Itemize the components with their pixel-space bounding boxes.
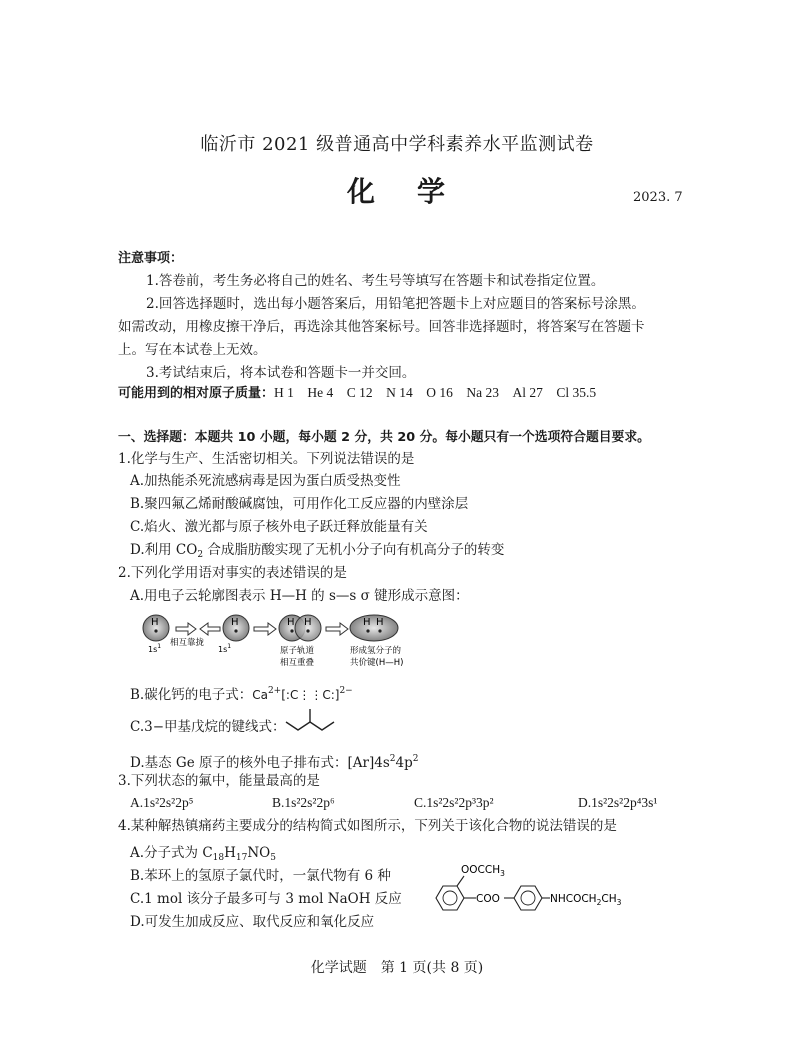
section-1-heading: 一、选择题：本题共 10 小题，每小题 2 分，共 20 分。每小题只有一个选项符合题目要求。: [118, 430, 650, 445]
q4-option-a-sub-1: 18: [212, 853, 225, 863]
q4-option-b: B.苯环上的氢原子氯代时，一氯代物有 6 种: [130, 868, 391, 884]
note-item-3: 3.考试结束后，将本试卷和答题卡一并交回。: [146, 365, 416, 381]
q1-option-b: B.聚四氟乙烯耐酸碱腐蚀，可用作化工反应器的内壁涂层: [130, 496, 469, 512]
atomic-mass-label: 可能用到的相对原子质量：: [118, 386, 275, 401]
approach-caption: 相互靠拢: [170, 638, 205, 648]
exam-date: 2023. 7: [633, 190, 683, 205]
amide-group: $NHCOCH_2CH_3$: [550, 893, 622, 907]
q4-option-a-sub-2: 17: [235, 853, 248, 863]
q2-option-c: C.3−甲基戊烷的键线式：: [130, 719, 286, 735]
arrow-left-icon: [200, 623, 220, 635]
3-methylpentane-skeletal-formula: [284, 706, 340, 736]
acetoxy-group: $OOCCH_3$: [461, 864, 505, 878]
atomic-mass-values: H 1 He 4 C 12 N 14 O 16 Na 23 Al 27 Cl 35.5: [274, 385, 597, 400]
q2-option-a: A.用电子云轮廓图表示 H—H 的 s—s σ 键形成示意图：: [130, 588, 469, 604]
atom-label-1: H: [151, 617, 159, 628]
q1-stem: 1.化学与生产、生活密切相关。下列说法错误的是: [118, 451, 415, 467]
arrow-right-icon: [326, 623, 348, 635]
q2-stem: 2.下列化学用语对事实的表述错误的是: [118, 565, 347, 581]
arrow-right-icon: [254, 623, 276, 635]
atom-label-3: H: [287, 617, 295, 628]
orbital-label-2: $1s^1$: [218, 643, 232, 654]
note-item-2-line-1: 2.回答选择题时，选出每小题答案后，用铅笔把答题卡上对应题目的答案标号涂黑。: [146, 296, 645, 312]
q3-option-d: D.1s²2s²2p⁴3s¹: [578, 795, 658, 810]
q2-option-d-sup-1: 2: [389, 754, 396, 764]
drug-structural-formula: [428, 856, 658, 916]
q4-option-c: C.1 mol 该分子最多可与 3 mol NaOH 反应: [130, 891, 402, 907]
h2-molecule-orbital: [350, 615, 398, 641]
bond-caption-line-1: 形成氢分子的: [350, 646, 402, 656]
q1-option-a: A.加热能杀死流感病毒是因为蛋白质受热变性: [130, 473, 401, 489]
anion-charge: 2−: [339, 686, 353, 696]
page-footer: 化学试题 第 1 页(共 8 页): [310, 960, 484, 976]
atom-label-2: H: [231, 617, 239, 628]
note-item-2-line-2: 如需改动，用橡皮擦干净后，再选涂其他答案标号。回答非选择题时，将答案写在答题卡: [118, 319, 645, 335]
q2-option-b-pre: B.碳化钙的电子式：: [130, 687, 253, 703]
q4-option-a-pre: A.分子式为 C: [130, 845, 213, 861]
ester-link: COO: [476, 893, 500, 905]
atom-label-4: H: [304, 617, 312, 628]
notes-heading: 注意事项：: [118, 251, 184, 266]
atomic-mass-line: [118, 382, 596, 405]
cation-charge: 2+: [267, 686, 282, 696]
h2-bond-formation-diagram: [136, 608, 436, 672]
q3-stem: 3.下列状态的氟中，能量最高的是: [118, 773, 320, 789]
exam-title: 临沂市 2021 级普通高中学科素养水平监测试卷: [200, 134, 594, 155]
note-item-2-line-3: 上。写在本试卷上无效。: [118, 342, 267, 358]
q4-option-a-sub-3: 5: [270, 853, 276, 863]
q4-stem: 4.某种解热镇痛药主要成分的结构简式如图所示，下列关于该化合物的说法错误的是: [118, 818, 617, 834]
atom-label-6: H: [376, 617, 384, 628]
q4-option-a-h: H: [224, 845, 236, 861]
q4-option-d: D.可发生加成反应、取代反应和氧化反应: [130, 914, 375, 930]
q3-option-a: A.1s²2s²2p⁵: [130, 795, 194, 810]
bond-caption-line-2: 共价键(H—H): [350, 658, 404, 668]
q1-option-d-sub: 2: [197, 550, 204, 560]
q1-option-c: C.焰火、激光都与原子核外电子跃迁释放能量有关: [130, 519, 428, 535]
carbide-anion: [:C⋮⋮C:]: [281, 688, 340, 702]
atom-label-5: H: [363, 617, 371, 628]
arrow-right-icon: [176, 623, 196, 635]
q2-option-d-sup-2: 2: [412, 754, 419, 764]
q1-option-d-pre: D.利用 CO: [130, 542, 198, 558]
q2-option-d-mid: 4p: [395, 755, 413, 771]
q3-option-c: C.1s²2s²2p³3p²: [414, 795, 494, 810]
q3-option-b: B.1s²2s²2p⁶: [272, 795, 335, 810]
orbital-label-1: $1s^1$: [148, 643, 162, 654]
q4-option-a-no: NO: [247, 845, 271, 861]
q2-option-b: [130, 680, 353, 706]
overlap-caption-line-2: 相互重叠: [280, 658, 315, 668]
overlap-caption-line-1: 原子轨道: [280, 646, 315, 656]
q1-option-d-post: 合成脂肪酸实现了无机小分子向有机高分子的转变: [203, 542, 505, 558]
calcium-carbide-cation: Ca: [252, 688, 268, 702]
q2-option-d-pre: D.基态 Ge 原子的核外电子排布式：[Ar]4s: [130, 755, 390, 771]
subject-title: 化学: [346, 175, 487, 208]
note-item-1: 1.答卷前，考生务必将自己的姓名、考生号等填写在答题卡和试卷指定位置。: [146, 273, 605, 289]
